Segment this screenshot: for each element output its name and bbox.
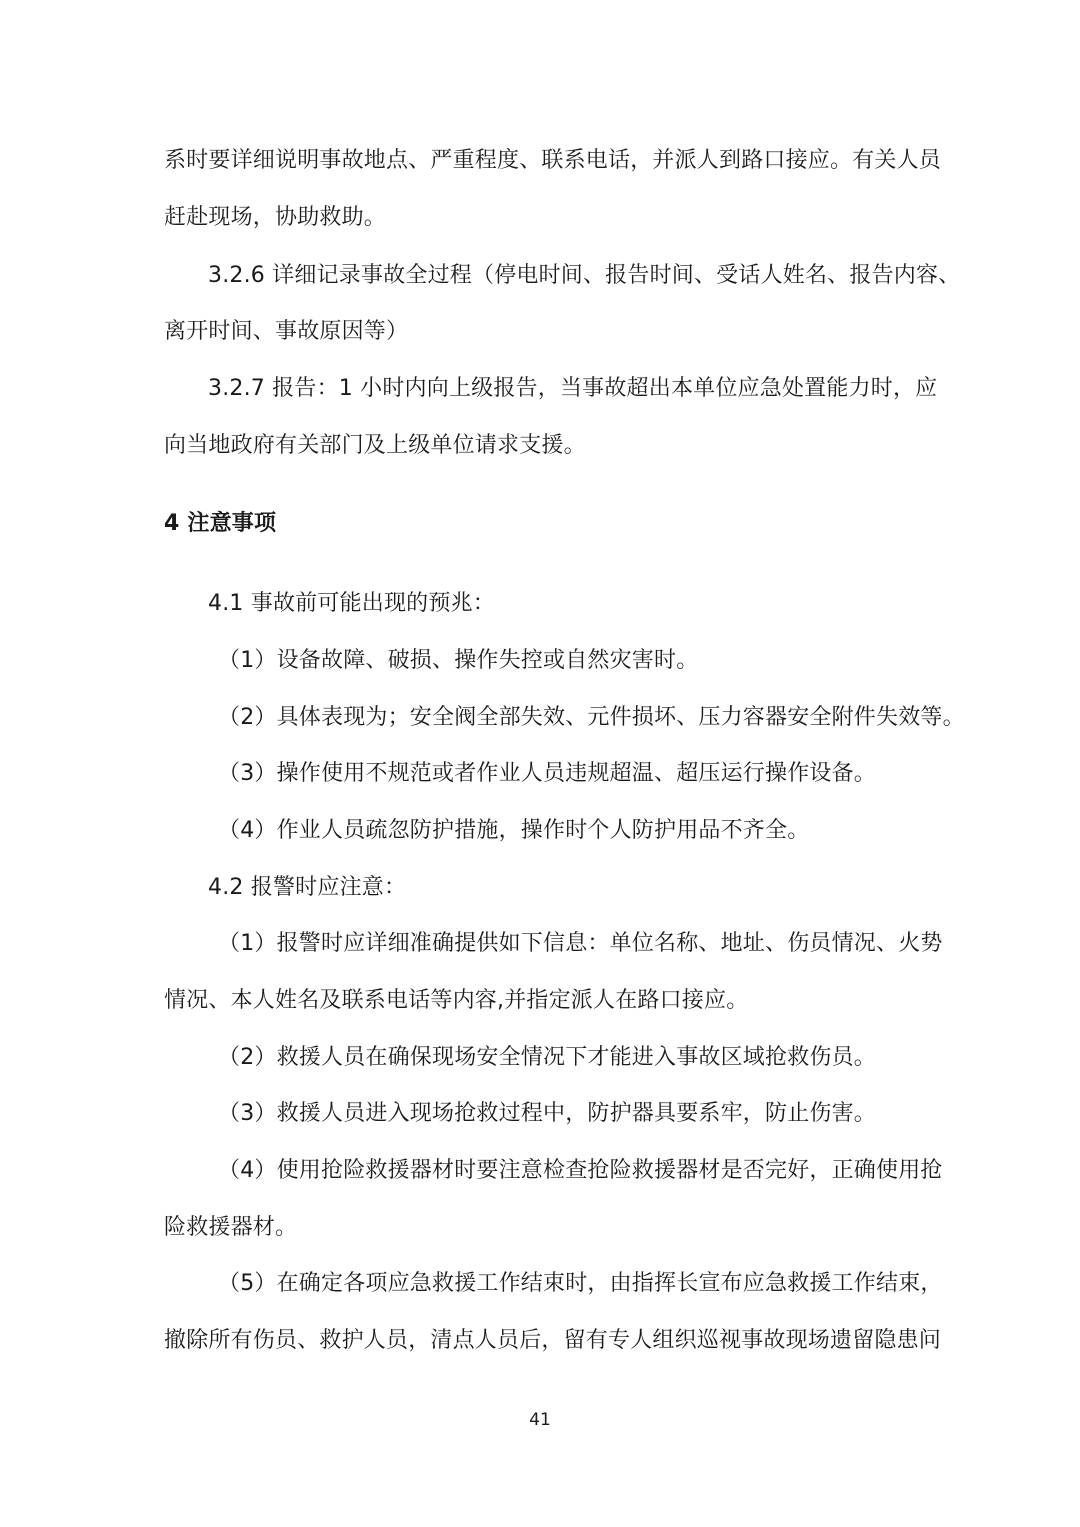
list-item: （2）救援人员在确保现场安全情况下才能进入事故区域抢救伤员。 — [218, 1045, 876, 1070]
list-item: （3）救援人员进入现场抢救过程中，防护器具要系牢，防止伤害。 — [218, 1101, 876, 1126]
text-line: 向当地政府有关部门及上级单位请求支援。 — [164, 433, 586, 458]
section-heading: 4 注意事项 — [164, 511, 277, 536]
list-item: （1）报警时应详细准确提供如下信息：单位名称、地址、伤员情况、火势 — [218, 931, 943, 956]
subsection-heading: 4.2 报警时应注意： — [208, 875, 407, 900]
text-line: 3.2.6 详细记录事故全过程（停电时间、报告时间、受话人姓名、报告内容、 — [208, 263, 961, 288]
list-item: （4）作业人员疏忽防护措施，操作时个人防护用品不齐全。 — [218, 818, 810, 843]
list-item: （4）使用抢险救援器材时要注意检查抢险救援器材是否完好，正确使用抢 — [218, 1158, 943, 1183]
text-line: 险救援器材。 — [164, 1215, 298, 1240]
text-line: 系时要详细说明事故地点、严重程度、联系电话，并派人到路口接应。有关人员 — [164, 148, 942, 173]
page-number: 41 — [529, 1410, 551, 1430]
list-item: （5）在确定各项应急救援工作结束时，由指挥长宣布应急救援工作结束， — [218, 1271, 943, 1296]
list-item: （3）操作使用不规范或者作业人员违规超温、超压运行操作设备。 — [218, 761, 876, 786]
text-line: 撤除所有伤员、救护人员，清点人员后，留有专人组织巡视事故现场遗留隐患问 — [164, 1328, 942, 1353]
text-line: 情况、本人姓名及联系电话等内容,并指定派人在路口接应。 — [164, 988, 749, 1013]
list-item: （2）具体表现为；安全阀全部失效、元件损坏、压力容器安全附件失效等。 — [218, 705, 965, 730]
subsection-heading: 4.1 事故前可能出现的预兆： — [208, 591, 495, 616]
list-item: （1）设备故障、破损、操作失控或自然灾害时。 — [218, 648, 699, 673]
text-line: 离开时间、事故原因等） — [164, 319, 409, 344]
text-line: 3.2.7 报告：1 小时内向上级报告，当事故超出本单位应急处置能力时，应 — [208, 376, 938, 401]
text-line: 赶赴现场，协助救助。 — [164, 205, 387, 230]
